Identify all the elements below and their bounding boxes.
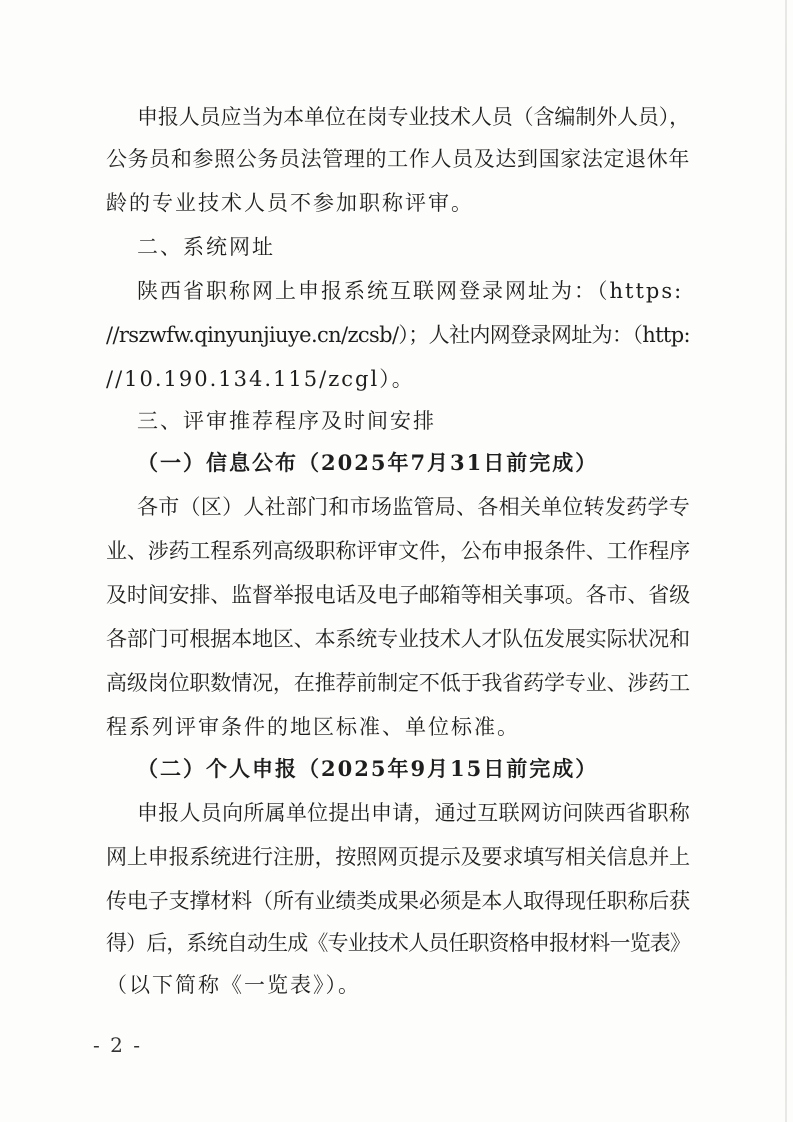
text-line-content: 得）后，系统自动生成《专业技术人员任职资格申报材料一览表》 xyxy=(106,931,690,955)
text-line-content: 二、系统网址 xyxy=(137,235,275,259)
text-line-content: （以下简称《一览表》）。 xyxy=(106,973,361,997)
scan-edge xyxy=(785,0,787,1122)
page-number: - 2 - xyxy=(93,1033,142,1057)
text-line-content: 龄的专业技术人员不参加职称评审。 xyxy=(106,191,474,215)
text-line-content: //10.190.134.115/zcgl）。 xyxy=(106,367,415,391)
text-line-content: 公务员和参照公务员法管理的工作人员及达到国家法定退休年 xyxy=(106,147,690,171)
text-line-content: 各市（区）人社部门和市场监管局、各相关单位转发药学专 xyxy=(137,495,690,519)
text-line-content: 陕西省职称网上申报系统互联网登录网址为：（https: xyxy=(137,279,684,303)
text-line-content: 高级岗位职数情况，在推荐前制定不低于我省药学专业、涉药工 xyxy=(106,671,690,695)
text-line-content: （二）个人申报（2025年9月15日前完成） xyxy=(137,756,599,781)
text-line-content: 程系列评审条件的地区标准、单位标准。 xyxy=(106,715,520,739)
text-line-content: 网上申报系统进行注册，按照网页提示及要求填写相关信息并上 xyxy=(106,845,690,869)
text-line-content: 及时间安排、监督举报电话及电子邮箱等相关事项。各市、省级 xyxy=(106,583,690,607)
text-line-content: 各部门可根据本地区、本系统专业技术人才队伍发展实际状况和 xyxy=(106,627,690,651)
text-line-content: 传电子支撑材料（所有业绩类成果必须是本人取得现任职称后获 xyxy=(106,889,690,913)
text-line-content: 业、涉药工程系列高级职称评审文件，公布申报条件、工作程序 xyxy=(106,539,690,563)
text-line-content: （一）信息公布（2025年7月31日前完成） xyxy=(137,450,599,475)
text-line-content: 申报人员应当为本单位在岗专业技术人员（含编制外人员）， xyxy=(137,105,690,129)
text-line-content: 申报人员向所属单位提出申请，通过互联网访问陕西省职称 xyxy=(137,801,690,825)
text-line-content: 三、评审推荐程序及时间安排 xyxy=(137,409,436,433)
text-line-content: //rszwfw.qinyunjiuye.cn/zcsb/）；人社内网登录网址为：（http: xyxy=(106,323,690,347)
